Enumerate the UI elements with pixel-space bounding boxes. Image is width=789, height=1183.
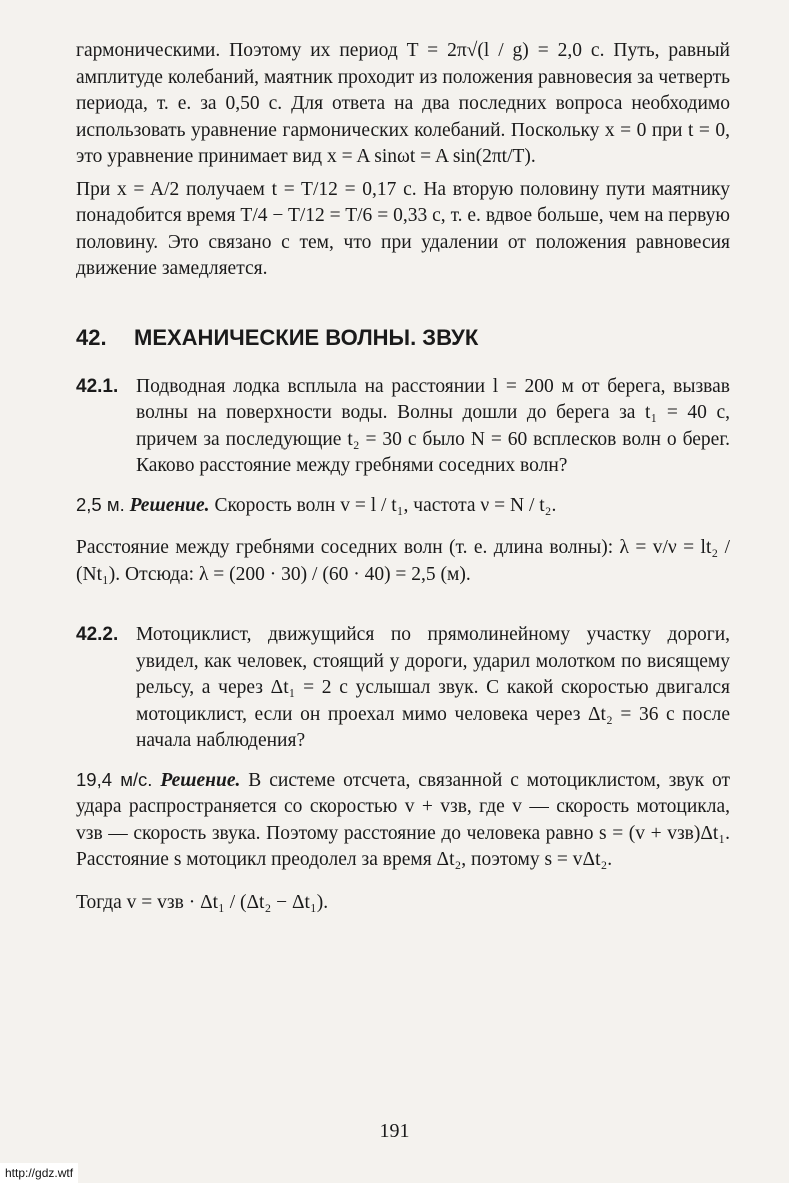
solution-42-2-result: Тогда v = vзв · Δt₁ / (Δt₂ − Δt₁). [76,891,329,913]
solution-label: Решение. [160,769,241,791]
problem-text: Подводная лодка всплыла на расстоянии l = 200 м от берега, вызвав волны на поверхности воды. Волны дошли до берега за t₁ = 40 с, причем за последующие t₂ = 30 с было N = 60 всплесков волн о берег. Каково расстояние между гребнями соседних волн? [136,375,730,476]
solution-label: Решение. [129,494,210,516]
problem-text: Мотоциклист, движущийся по прямолинейному участку дороги, увидел, как человек, стоящий у дороги, ударил молотком по висящему рельсу, а через Δt₁ = 2 с услышал звук. С какой скоростью двигался мотоциклист, если он проехал мимо человека через Δt₂ = 36 с после начала наблюдения? [136,624,730,751]
page-content [76,38,730,916]
answer: 2,5 м. [76,493,125,515]
section-heading [76,323,730,352]
solution-text: Скорость волн v = l / t₁, частота ν = N / t₂. [214,494,557,516]
solution-text: В системе отсчета, связанной с мотоциклистом, звук от удара распространяется со скоростью v + vзв, где v — скорость мотоцикла, vзв — скорость звука. Поэтому расстояние до человека равно s = (v + vзв)Δt₁. Расстояние s мотоцикл преодолел за время Δt₂, поэтому s = vΔt₂. [76,769,730,870]
problem-42-1 [76,374,730,480]
problem-number: 42.2. [76,624,119,645]
solution-42-1 [76,492,730,520]
solution-42-1-wavelength: Расстояние между гребнями соседних волн (т. е. длина волны): λ = v/ν = lt₂ / (Nt₁). Отсюда: λ = (200 · 30) / (60 · 40) = 2,5 (м). [76,537,730,585]
solution-42-2 [76,767,730,874]
problem-number: 42.1. [76,375,119,397]
page-number: 191 [379,1120,410,1142]
section-title: МЕХАНИЧЕСКИЕ ВОЛНЫ. ЗВУК [134,324,479,350]
section-number: 42. [76,324,107,350]
problem-42-2 [76,622,730,755]
watermark: http://gdz.wtf [0,1163,78,1183]
paragraph-pendulum-period: гармоническими. Поэтому их период T = 2π√(l / g) = 2,0 с. Путь, равный амплитуде колебаний, маятник проходит из положения равновесия за четверть периода, т. е. за 0,50 с. Для ответа на два последних вопроса необходимо использовать уравнение гармонических колебаний. Поскольку x = 0 при t = 0, это уравнение принимает вид x = A sinωt = A sin(2πt/T). [76,40,730,167]
answer: 19,4 м/с. [76,768,153,790]
paragraph-pendulum-time: При x = A/2 получаем t = T/12 = 0,17 с. На вторую половину пути маятнику понадобится время T/4 − T/12 = T/6 = 0,33 с, т. е. вдвое больше, чем на первую половину. Это связано с тем, что при удалении от положения равновесия движение замедляется. [76,178,730,279]
